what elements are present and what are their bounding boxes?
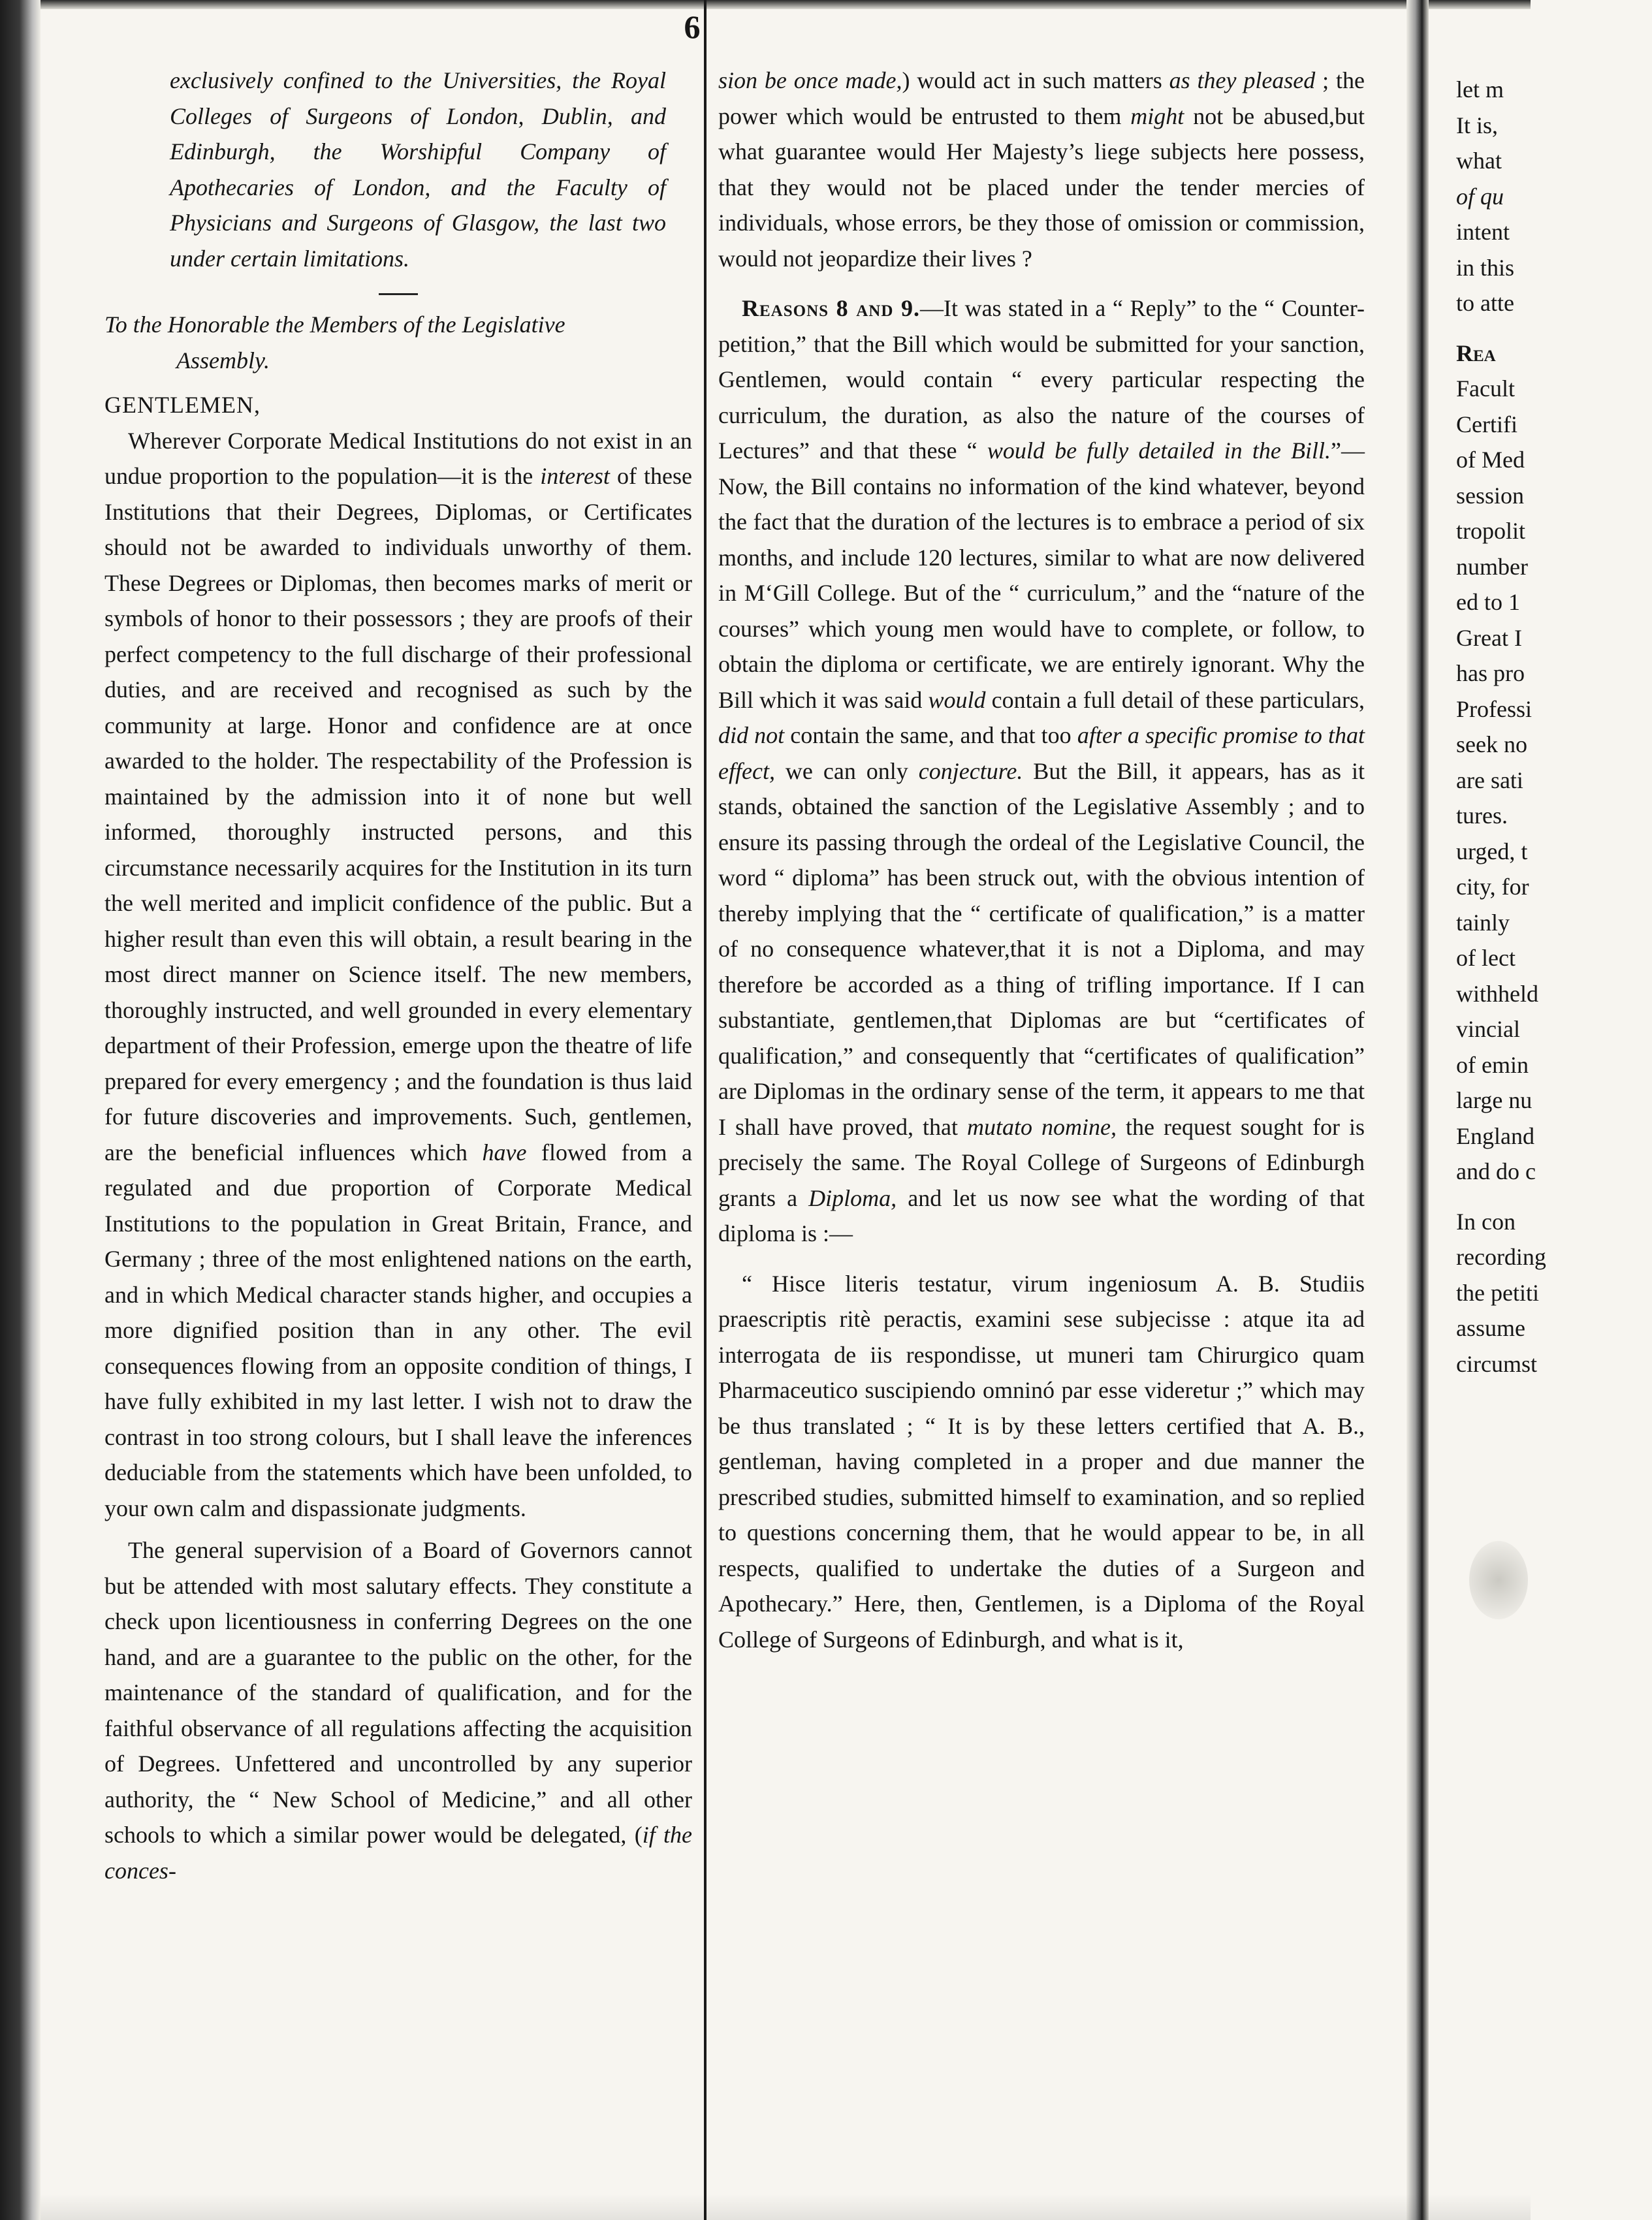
text-run: ”—Now, the Bill contains no information of the kind whatever, beyond the fact that the duration of the lectures is to embrace a period of six months, and include 120 lectures, similar to what are now delivered in M‘Gill College. But of the “ curriculum,” and the “nature of the courses” which young men would have to complete, or follow, to obtain the diploma or certificate, we are entirely ignorant. Why the Bill which it was said <box>718 437 1365 713</box>
text-run: we can only <box>774 757 919 784</box>
next-page-fragment-line: session <box>1456 482 1525 509</box>
emphasis-did-not: did not <box>718 722 785 748</box>
text-run: not be abused,but what guarantee would Her Majesty’s liege subjects here possess, that they would not be placed under the tender mercies of individuals, whose errors, be they those of omission or commission, would not jeopardize their lives ? <box>718 103 1365 272</box>
text-run: Wherever Corporate Medical Institutions do not exist in an undue proportion to the population—it is the <box>104 427 692 489</box>
next-page-fragment-line: of emin <box>1456 1051 1529 1078</box>
text-run: contain the same, and that too <box>784 722 1077 748</box>
next-page-fragments <box>1456 72 1652 1382</box>
emphasis-diploma: Diploma, <box>808 1184 897 1211</box>
next-page-fragment-line: Professi <box>1456 695 1532 722</box>
next-page-fragment-line: tropolit <box>1456 518 1525 544</box>
left-column <box>104 63 692 1888</box>
next-page-fragment-line: Rea <box>1456 340 1496 366</box>
emphasis-might: might <box>1130 103 1184 129</box>
text-run: contain a full detail of these particulars, <box>985 686 1365 713</box>
next-page-fragment-line: withheld <box>1456 980 1538 1007</box>
next-page-fragment-line: the petiti <box>1456 1279 1539 1306</box>
next-page-fragment-line: circumst <box>1456 1350 1537 1377</box>
emphasis-mutato-nomine: mutato nomine, <box>966 1113 1117 1140</box>
next-page-fragment-line: tures. <box>1456 802 1508 829</box>
scan-bottom-shadow <box>40 2194 1531 2220</box>
emphasis-conjecture: conjecture. <box>918 757 1023 784</box>
text-run: But the Bill, it appears, has as it stands, obtained the sanction of the Legislative Assembly ; and to ensure its passing through the ordeal of the Legislative Council, the word “ diploma” has been struck out, with the obvious intention of thereby implying that the “ certificate of qualification,” is a matter of no consequence whatever,that it is not a Diploma, and may therefore be accorded as a thing of trifling importance. If I can substantiate, gentlemen,that Diplomas are but “certificates of qualification,” and consequently that “certificates of qualification” are Diplomas in the ordinary sense of the term, it appears to me that I shall have proved, that <box>718 757 1365 1140</box>
next-page-fragment-line: In con <box>1456 1208 1516 1235</box>
paragraph-continuation <box>718 63 1365 276</box>
paragraph-board-of-governors <box>104 1532 692 1888</box>
text-run: flowed from a regulated and due proportion of Corporate Medical Institutions to the population in Great Britain, France, and Germany ; three of the most enlightened nations on the earth, and in which Medical character stands higher, and occupies a more dignified position than in any other. The evil consequences flowing from an opposite condition of things, I have fully exhibited in my last letter. I wish not to draw the contrast in too strong colours, but I shall leave the inferences deduciable from the statements which have been unfolded, to your own calm and dispassionate judgments. <box>104 1139 692 1521</box>
next-page-fragment-line: large nu <box>1456 1087 1533 1113</box>
next-page-fragment-line: of Med <box>1456 447 1525 473</box>
next-page-fragment-line: England <box>1456 1122 1534 1149</box>
next-page-fragment-line: what <box>1456 148 1502 174</box>
next-page-fragment-line: It is, <box>1456 112 1499 138</box>
middle-column <box>718 63 1365 1657</box>
emphasis-specific-promise: after a specific promise to that effect, <box>718 722 1365 784</box>
salutation: GENTLEMEN, <box>104 392 261 418</box>
text-run: The general supervision of a Board of Governors cannot but be attended with most salutary effects. They constitute a check upon licentiousness in conferring Degrees on the one hand, and are a guarantee to the public on the other, for the maintenance of the standard of qualification, and for the faithful observance of all regulations affecting the acquisition of Degrees. Unfettered and uncontrolled by any superior authority, the “ New School of Medicine,” and all other schools to which a similar power would be delegated, ( <box>104 1537 692 1848</box>
next-page-fragment-line: Facult <box>1456 375 1515 402</box>
next-page-fragment-line: vincial <box>1456 1016 1520 1042</box>
text-run: of these Institutions that their Degrees, Diplomas, or Certificates should not be awarded to individuals unworthy of them. These Degrees or Diplomas, then becomes marks of merit or symbols of honor to their possessors ; they are proofs of their perfect competency to the full discharge of their professional duties, and are received and recognised as such by the community at large. Honor and confidence are at once awarded to the holder. The respectability of the Profession is maintained by the admission into it of none but well informed, thoroughly instructed persons, and this circumstance necessarily acquires for the Institution in its turn the well merited and implicit confidence of the public. But a higher result than even this will obtain, a result bearing in the most direct manner on Science itself. The new members, thoroughly instructed, and well grounded in every elementary department of their Profession, emerge upon the theatre of life prepared for every emergency ; and the foundation is thus laid for future discoveries and improvements. Such, gentlemen, are the beneficial influences which <box>104 463 692 1166</box>
scan-frame-top <box>0 0 1531 9</box>
next-page-fragment-line: and do c <box>1456 1158 1536 1184</box>
paragraph-latin-diploma: “ Hisce literis testatur, virum ingeniosum A. B. Studiis praescriptis ritè peractis, examini sese subjecisse : atque ita ad interrogata de iis respondisse, ut muneri tam Chirurgico quam Pharmaceutico suscipiendo omninó par esse videretur ;” which may be thus translated ; “ It is by these letters certified that A. B., gentleman, having completed in a proper and due manner the prescribed studies, submitted himself to examination, and so replied to questions concerning them, that he would appear to be, in all respects, qualified to undertake the duties of a Surgeon and Apothecary.” Here, then, Gentlemen, is a Diploma of the Royal College of Surgeons of Edinburgh, and what is it, <box>718 1270 1365 1653</box>
next-page-fragment-line: number <box>1456 553 1528 580</box>
next-page-fragment-line: to atte <box>1456 290 1514 316</box>
paper-stain <box>1469 1541 1528 1619</box>
paragraph-corporate-institutions <box>104 423 692 1527</box>
next-page-fragment-line: urged, t <box>1456 838 1528 864</box>
next-page-fragment-line: of lect <box>1456 945 1516 971</box>
next-page-fragment-line: are sati <box>1456 767 1523 793</box>
text-run: ; the power which would be entrusted to them <box>718 67 1365 129</box>
column-rule-left <box>704 0 707 2220</box>
paragraph-reasons-8-9 <box>718 291 1365 1252</box>
emphasis-as-they-pleased: as they pleased <box>1169 67 1316 93</box>
next-page-fragment-line: Great I <box>1456 624 1522 651</box>
next-page-fragment-line: assume <box>1456 1315 1525 1341</box>
reasons-label: Reasons 8 and 9. <box>742 295 920 321</box>
next-page-fragment-line: city, for <box>1456 874 1529 900</box>
address-heading <box>104 307 692 378</box>
next-page-fragment-line: seek no <box>1456 731 1527 757</box>
scan-binding-shadow <box>0 0 40 2220</box>
emphasis-if-the-concession: if the conces- <box>104 1822 693 1884</box>
page-number: 6 <box>684 8 701 45</box>
address-line-2: Assembly. <box>176 347 270 373</box>
next-page-fragment-line: intent <box>1456 219 1510 245</box>
petition-quote-ending: exclusively confined to the Universities, the Royal Colleges of Surgeons of London, Dublin, and Edinburgh, the Worshipful Company of Apothecaries of London, and the Faculty of Physicians and Surgeons of Glasgow, the last two under certain limitations. <box>170 67 666 272</box>
emphasis-would: would <box>928 686 986 713</box>
emphasis-interest: interest <box>540 463 610 489</box>
emphasis-have: have <box>482 1139 527 1166</box>
next-page-fragment-line: tainly <box>1456 909 1510 936</box>
emphasis-concession: sion be once made, <box>718 67 902 93</box>
emphasis-fully-detailed: would be fully detailed in the Bill. <box>987 437 1331 464</box>
address-line-1: To the Honorable the Members of the Legislative <box>104 311 565 338</box>
next-page-fragment-line: has pro <box>1456 660 1525 686</box>
text-run: —It was stated in a “ Reply” to the “ Counter-petition,” that the Bill which would be submitted for your sanction, Gentlemen, would contain “ every particular respecting the curriculum, the duration, as also the nature of the courses of Lectures” and that these “ <box>718 295 1365 464</box>
page-fold-gutter <box>1406 0 1429 2220</box>
section-divider <box>379 293 418 295</box>
next-page-fragment-line: Certifi <box>1456 411 1517 437</box>
next-page-fragment-line: of qu <box>1456 183 1504 210</box>
next-page-fragment-line: ed to 1 <box>1456 589 1520 615</box>
next-page-fragment-line: recording <box>1456 1244 1546 1270</box>
next-page-fragment-line: in this <box>1456 254 1515 281</box>
text-run: ) would act in such matters <box>902 67 1169 93</box>
next-page-fragment-line: let m <box>1456 76 1504 103</box>
text-run: and let us now see what the wording of that diploma is :— <box>718 1184 1365 1246</box>
text-run: the request sought for is precisely the same. The Royal College of Surgeons of Edinburgh grants a <box>718 1113 1365 1211</box>
